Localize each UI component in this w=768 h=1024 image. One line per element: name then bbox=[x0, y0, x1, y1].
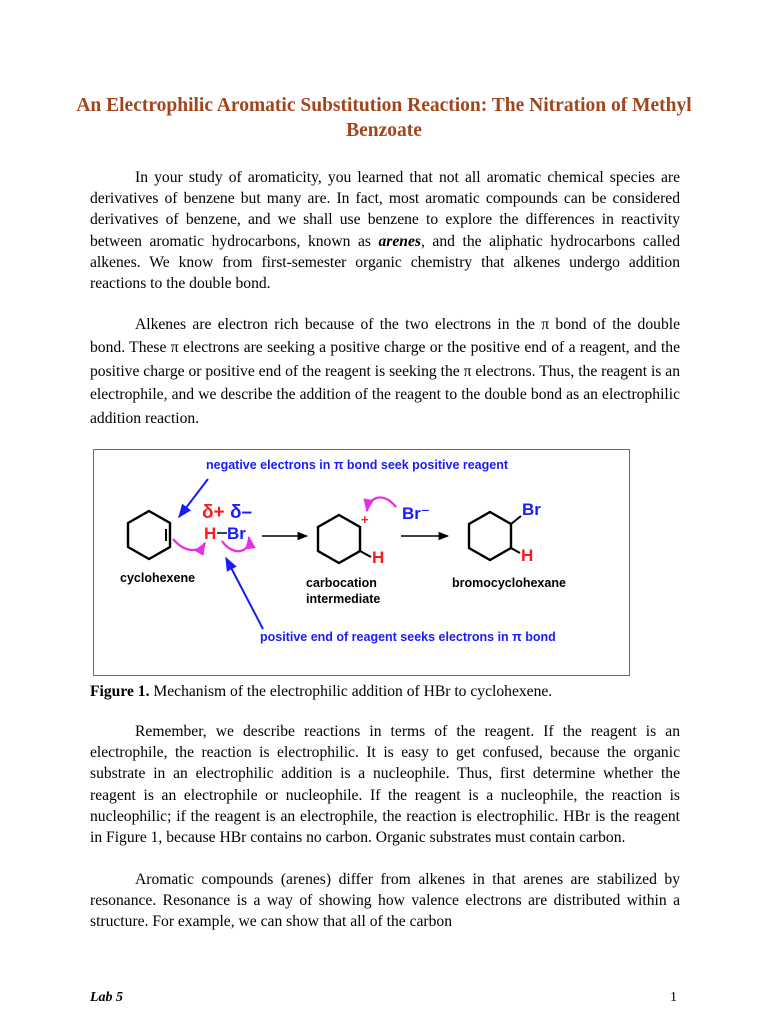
product-br-atom: Br bbox=[522, 500, 541, 519]
delta-plus-label: δ+ bbox=[202, 502, 225, 523]
paragraph-intro-start: In your study of aromaticity, you learned that not all aromatic chemical species are derivatives of benzene but many are. In fact, most aromatic compounds can be considered derivatives of benzene, and we shall use benzene to explore the differences in reactivity between aromatic hydrocarbons, known as bbox=[90, 169, 680, 250]
label-carbocation-line2: intermediate bbox=[306, 592, 381, 606]
bromide-attack-curved-arrow bbox=[367, 497, 396, 511]
bottom-note-arrow bbox=[226, 558, 263, 629]
footer-page-number: 1 bbox=[670, 990, 677, 1005]
bottom-note-label: positive end of reagent seeks electrons in π bond bbox=[260, 630, 556, 644]
reaction-mechanism-figure bbox=[93, 449, 630, 676]
bromocyclohexane-structure bbox=[469, 512, 521, 560]
label-bromocyclohexane: bromocyclohexane bbox=[452, 576, 566, 590]
footer-lab-label: Lab 5 bbox=[90, 990, 124, 1005]
product-h-atom: H bbox=[521, 546, 534, 565]
caption-text: Mechanism of the electrophilic addition of HBr to cyclohexene. bbox=[149, 683, 553, 700]
carbocation-h-atom: H bbox=[372, 548, 385, 567]
paragraph-reagent: Remember, we describe reactions in terms of the reagent. If the reagent is an electrophile, the reaction is electrophilic. It is easy to get confused, because the organic substrate in an electrophilic addition is a nucleophile. Thus, first determine whether the reagent is an electrophile or nucleophile. If the reagent is a nucleophile, the reaction is nucleophilic; if the reagent is an electrophile, the reaction is electrophilic. HBr is the reagent in Figure 1, because HBr contains no carbon. Organic substrates must contain carbon. bbox=[90, 723, 680, 847]
caption-figure-number: Figure 1. bbox=[90, 683, 150, 700]
paragraph-intro bbox=[90, 167, 680, 294]
delta-minus-label: δ– bbox=[230, 502, 253, 523]
document-title: An Electrophilic Aromatic Substitution Reaction: The Nitration of Methyl Benzoate bbox=[76, 95, 692, 141]
paragraph-arenes: Aromatic compounds (arenes) differ from alkenes in that arenes are stabilized by resonance. Resonance is a way of showing how valence electrons are distributed within a structure. For example, we can show that all of the carbon bbox=[90, 871, 680, 931]
pi-to-h-curved-arrow bbox=[173, 539, 205, 550]
hbr-h-atom: H bbox=[204, 524, 217, 543]
cyclohexene-structure bbox=[128, 511, 170, 559]
hbr-br-atom: Br bbox=[227, 524, 246, 543]
label-cyclohexene: cyclohexene bbox=[120, 571, 196, 585]
paragraph-intro-end: , and the aliphatic hydrocarbons called alkenes. We know from first-semester organic chemistry that alkenes undergo addition reactions to the double bond. bbox=[90, 232, 680, 293]
paragraph-alkenes: Alkenes are electron rich because of the two electrons in the π bond of the double bond. These π electrons are seeking a positive charge or the positive end of a reagent, and the positive charge or positive end of the reagent is seeking the π electrons. Thus, the reagent is an electrophile, and we describe the addition of the reagent to the double bond as an electrophilic addition reaction. bbox=[90, 316, 680, 427]
figure-caption bbox=[90, 681, 690, 702]
top-note-label: negative electrons in π bond seek positive reagent bbox=[206, 458, 509, 472]
bromide-ion: Br⁻ bbox=[402, 504, 430, 523]
term-arenes: arenes bbox=[378, 232, 421, 250]
label-carbocation-line1: carbocation bbox=[306, 576, 377, 590]
carbocation-charge: + bbox=[361, 512, 369, 527]
